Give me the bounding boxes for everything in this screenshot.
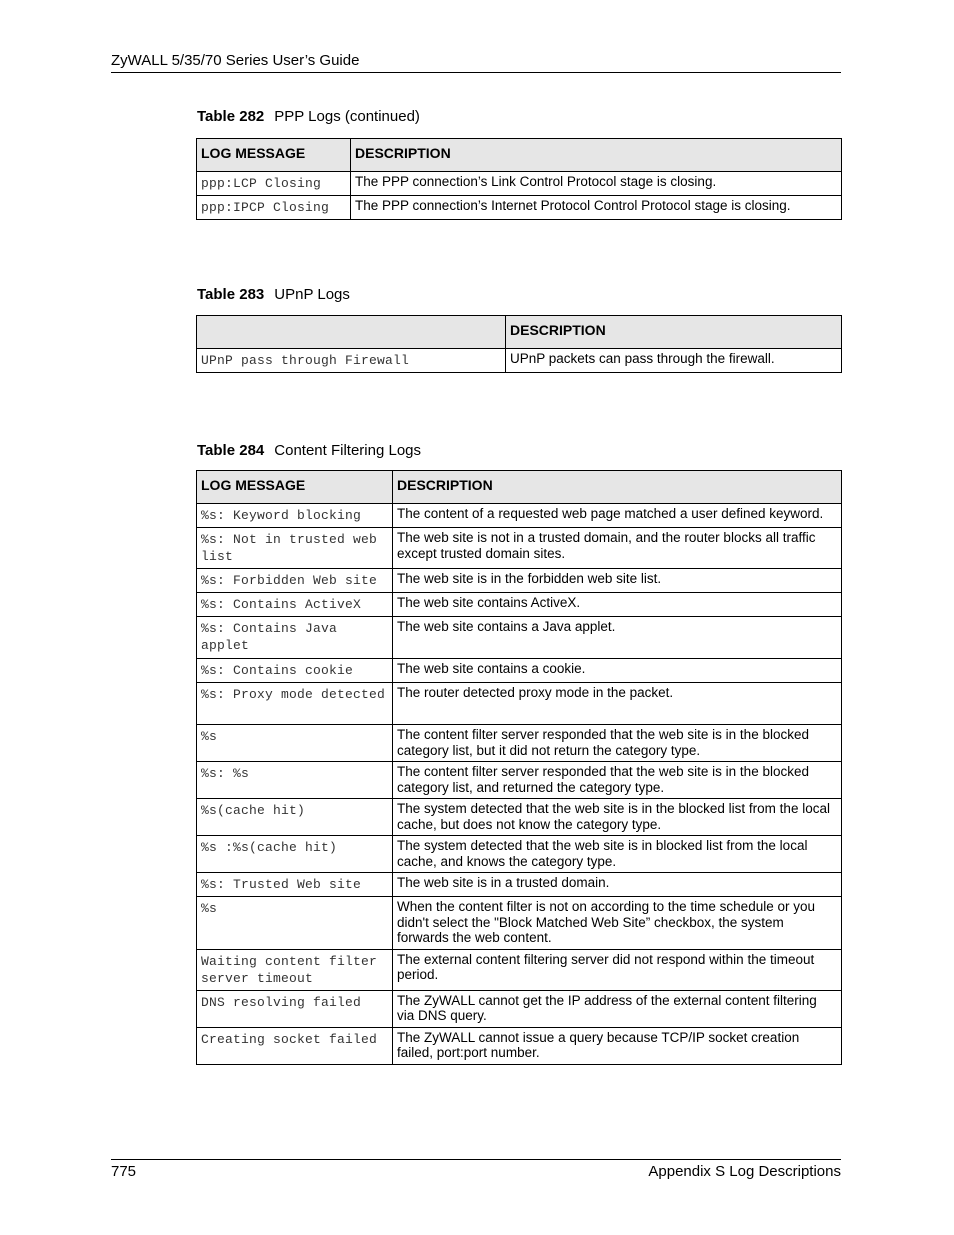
- table-row: [197, 528, 842, 569]
- log-message: %s: Trusted Web site: [197, 873, 393, 897]
- table-title: Content Filtering Logs: [274, 442, 422, 459]
- table-row: [197, 683, 842, 725]
- table-row: [197, 196, 842, 220]
- table-row: [197, 349, 842, 373]
- table-row: [197, 990, 842, 1027]
- column-header: DESCRIPTION: [351, 139, 842, 172]
- log-message: %s: [197, 725, 393, 762]
- table-row: [197, 659, 842, 683]
- log-message: %s: [197, 897, 393, 950]
- log-description: The ZyWALL cannot get the IP address of the external content filtering via DNS query.: [393, 990, 842, 1027]
- column-header: DESCRIPTION: [506, 316, 842, 349]
- log-message: %s: %s: [197, 762, 393, 799]
- log-message: %s: Forbidden Web site: [197, 569, 393, 593]
- page-number: 775: [111, 1163, 137, 1180]
- log-message: %s: Not in trusted web list: [197, 528, 393, 569]
- log-description: The router detected proxy mode in the packet.: [393, 683, 842, 725]
- page-footer: [111, 1159, 841, 1181]
- log-description: The content filter server responded that the web site is in the blocked category list, and returned the category type.: [393, 762, 842, 799]
- log-description: UPnP packets can pass through the firewall.: [506, 349, 842, 373]
- log-message: %s(cache hit): [197, 799, 393, 836]
- log-description: The web site contains ActiveX.: [393, 593, 842, 617]
- table-row: [197, 762, 842, 799]
- column-header: LOG MESSAGE: [197, 471, 393, 504]
- page-header: [111, 52, 841, 73]
- table-row: [197, 897, 842, 950]
- table-label: Table 283: [197, 286, 265, 303]
- table-row: [197, 504, 842, 528]
- log-description: The external content filtering server did not respond within the timeout period.: [393, 949, 842, 990]
- log-message: %s: Proxy mode detected: [197, 683, 393, 725]
- log-description: The PPP connection’s Internet Protocol Control Protocol stage is closing.: [351, 196, 842, 220]
- log-description: The web site is in a trusted domain.: [393, 873, 842, 897]
- log-description: The system detected that the web site is in blocked list from the local cache, and knows the category type.: [393, 836, 842, 873]
- log-description: The PPP connection’s Link Control Protocol stage is closing.: [351, 172, 842, 196]
- table-row: [197, 593, 842, 617]
- column-header: [197, 316, 506, 349]
- table-row: [197, 725, 842, 762]
- log-description: The content of a requested web page matched a user defined keyword.: [393, 504, 842, 528]
- table-row: [197, 1027, 842, 1064]
- log-message: ppp:IPCP Closing: [197, 196, 351, 220]
- table-header-row: [197, 471, 842, 504]
- log-message: %s: Keyword blocking: [197, 504, 393, 528]
- log-description: The web site is not in a trusted domain, and the router blocks all traffic except trusted domain sites.: [393, 528, 842, 569]
- log-message: %s: Contains cookie: [197, 659, 393, 683]
- table-282-caption: [197, 108, 420, 126]
- table-284: [196, 470, 842, 1065]
- column-header: LOG MESSAGE: [197, 139, 351, 172]
- log-description: The web site contains a cookie.: [393, 659, 842, 683]
- table-header-row: [197, 316, 842, 349]
- log-description: The web site contains a Java applet.: [393, 617, 842, 659]
- table-row: [197, 569, 842, 593]
- table-284-caption: [197, 442, 421, 460]
- log-message: %s: Contains Java applet: [197, 617, 393, 659]
- guide-title: ZyWALL 5/35/70 Series User’s Guide: [111, 52, 360, 69]
- log-message: %s: Contains ActiveX: [197, 593, 393, 617]
- log-message: DNS resolving failed: [197, 990, 393, 1027]
- table-row: [197, 873, 842, 897]
- table-label: Table 282: [197, 108, 265, 125]
- table-label: Table 284: [197, 442, 265, 459]
- log-message: UPnP pass through Firewall: [197, 349, 506, 373]
- table-row: [197, 617, 842, 659]
- table-row: [197, 836, 842, 873]
- log-description: The web site is in the forbidden web site list.: [393, 569, 842, 593]
- log-message: %s :%s(cache hit): [197, 836, 393, 873]
- log-description: The ZyWALL cannot issue a query because TCP/IP socket creation failed, port:port number.: [393, 1027, 842, 1064]
- table-282: [196, 138, 842, 220]
- table-row: [197, 949, 842, 990]
- log-message: Creating socket failed: [197, 1027, 393, 1064]
- column-header: DESCRIPTION: [393, 471, 842, 504]
- log-description: The content filter server responded that the web site is in the blocked category list, but it did not return the category type.: [393, 725, 842, 762]
- table-row: [197, 172, 842, 196]
- table-row: [197, 799, 842, 836]
- table-283: [196, 315, 842, 373]
- log-description: The system detected that the web site is in the blocked list from the local cache, but does not know the category type.: [393, 799, 842, 836]
- table-title: PPP Logs (continued): [274, 108, 420, 125]
- table-title: UPnP Logs: [274, 286, 350, 303]
- log-message: ppp:LCP Closing: [197, 172, 351, 196]
- section-title: Appendix S Log Descriptions: [648, 1163, 841, 1180]
- table-283-caption: [197, 286, 350, 304]
- log-description: When the content filter is not on according to the time schedule or you didn't select the "Block Matched Web Site” checkbox, the system forwards the web content.: [393, 897, 842, 950]
- table-header-row: [197, 139, 842, 172]
- log-message: Waiting content filter server timeout: [197, 949, 393, 990]
